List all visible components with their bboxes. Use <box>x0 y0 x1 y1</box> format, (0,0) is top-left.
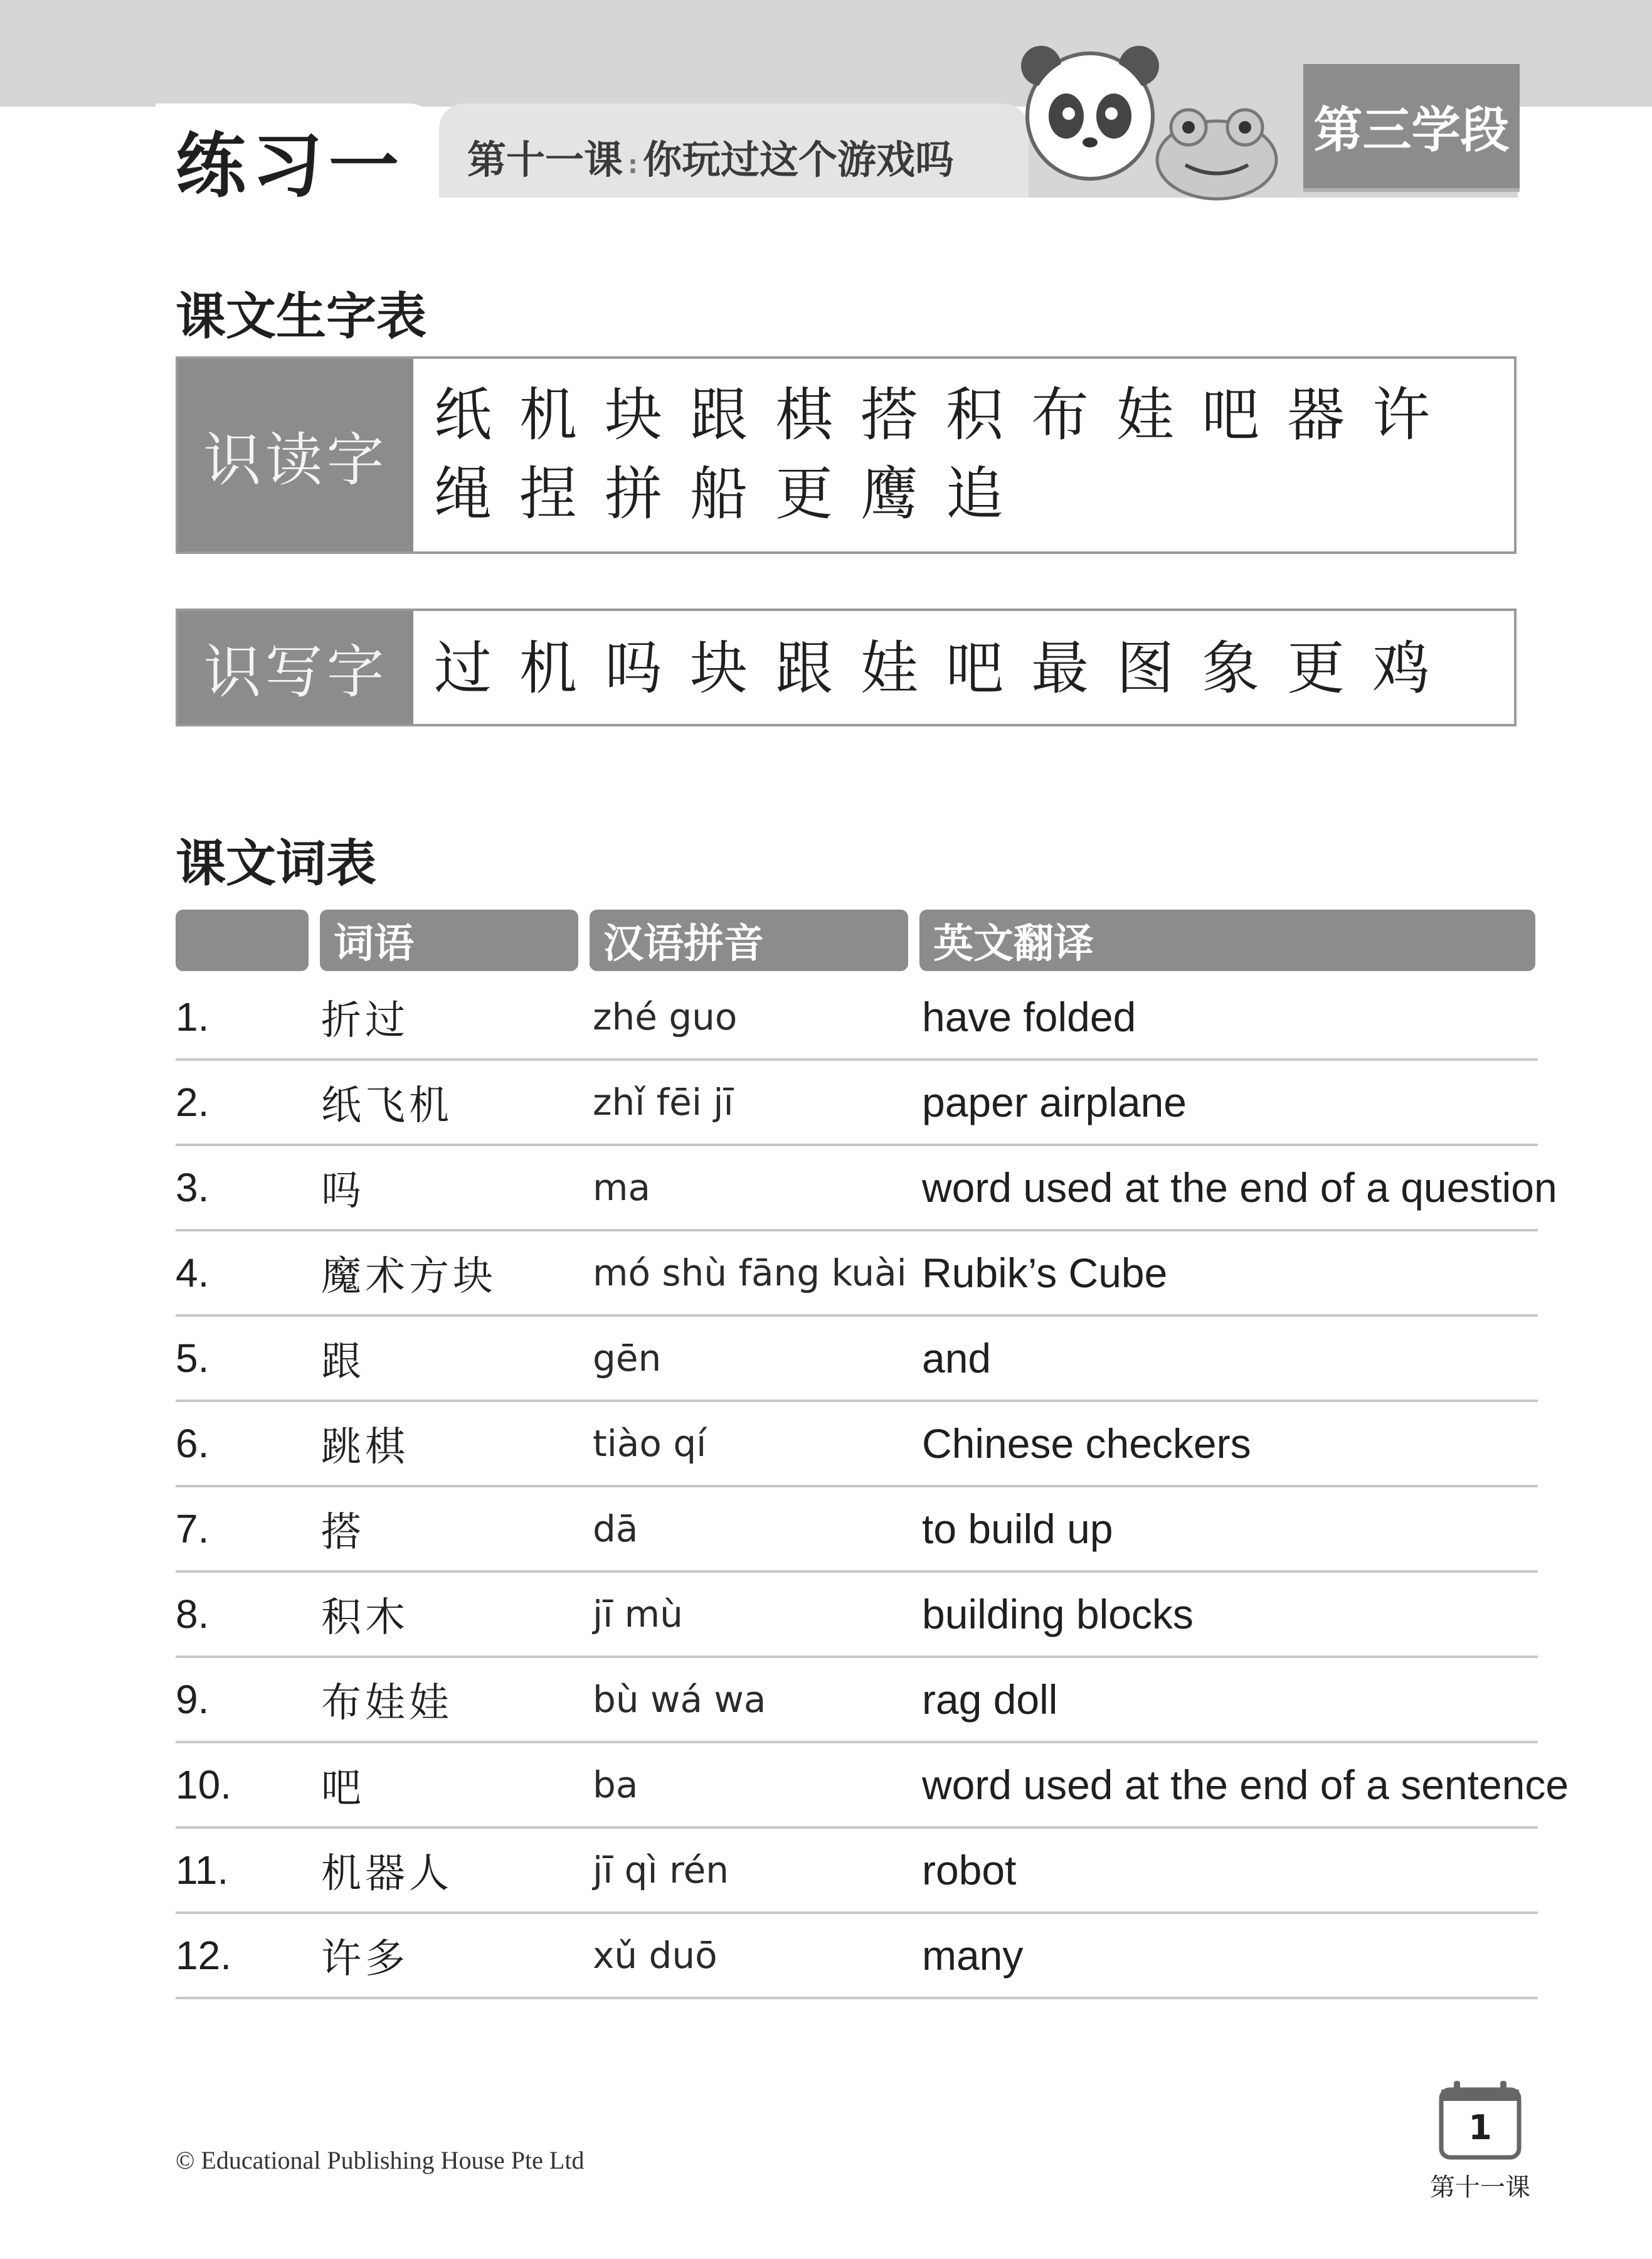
row-word: 跟 <box>321 1339 365 1385</box>
writing-chars-box <box>176 609 1517 726</box>
footer-lesson-label: 第十一课 <box>1430 2173 1530 2202</box>
row-word: 纸飞机 <box>321 1083 453 1129</box>
row-number: 1. <box>176 994 209 1039</box>
row-pinyin: jī qì rén <box>593 1849 729 1891</box>
row-number: 2. <box>176 1080 209 1125</box>
lesson-prefix: 第十一课 <box>467 137 623 183</box>
row-pinyin: mó shù fāng kuài <box>593 1252 907 1294</box>
row-pinyin: zhé guo <box>593 996 738 1038</box>
row-word: 魔术方块 <box>321 1253 497 1300</box>
row-english: word used at the end of a question <box>922 1164 1557 1211</box>
row-number: 3. <box>176 1165 209 1210</box>
row-english: have folded <box>922 994 1136 1040</box>
row-word: 机器人 <box>321 1851 453 1897</box>
row-english: robot <box>922 1847 1017 1893</box>
row-english: Chinese checkers <box>922 1420 1251 1467</box>
row-pinyin: xǔ duō <box>593 1934 717 1977</box>
row-number: 12. <box>176 1933 231 1978</box>
row-word: 吗 <box>321 1168 365 1215</box>
row-word: 许多 <box>321 1936 409 1982</box>
row-word: 搭 <box>321 1509 365 1556</box>
col-header-number <box>176 910 309 971</box>
row-number: 5. <box>176 1336 209 1381</box>
row-pinyin: dā <box>593 1507 638 1550</box>
row-number: 7. <box>176 1506 209 1551</box>
table-row <box>176 1146 1557 1231</box>
table-row <box>176 1061 1538 1146</box>
col-header-pinyin: 汉语拼音 <box>590 910 908 971</box>
row-word: 跳棋 <box>321 1424 409 1470</box>
copyright-notice: © Educational Publishing House Pte Ltd <box>176 2146 585 2174</box>
row-word: 布娃娃 <box>321 1680 453 1726</box>
row-english: to build up <box>922 1506 1113 1552</box>
row-pinyin: ma <box>593 1166 651 1209</box>
row-pinyin: jī mù <box>593 1593 683 1635</box>
reading-chars-line1: 纸机块跟棋搭积布娃吧器许 <box>434 381 1458 449</box>
row-word: 折过 <box>321 997 409 1044</box>
table-row <box>176 1573 1538 1658</box>
row-english: Rubik’s Cube <box>922 1250 1168 1296</box>
table-row <box>176 975 1538 1061</box>
reading-chars-box <box>176 356 1517 554</box>
reading-chars-label: 识读字 <box>178 359 413 551</box>
row-english: many <box>922 1932 1024 1979</box>
reading-chars-line2: 绳捏拼船更鹰追 <box>434 460 1032 528</box>
row-number: 4. <box>176 1250 209 1295</box>
row-english: and <box>922 1335 992 1381</box>
row-number: 8. <box>176 1592 209 1637</box>
row-number: 6. <box>176 1421 209 1466</box>
col-header-english: 英文翻译 <box>919 910 1535 971</box>
row-english: paper airplane <box>922 1079 1187 1125</box>
table-row <box>176 1231 1538 1317</box>
row-english: building blocks <box>922 1591 1194 1637</box>
vocab-section-title: 课文词表 <box>176 834 376 893</box>
row-pinyin: ba <box>593 1763 638 1806</box>
row-number: 10. <box>176 1762 231 1807</box>
panda-icon <box>1021 46 1159 179</box>
table-row <box>176 1658 1538 1743</box>
page-number: 1 <box>1468 2108 1492 2147</box>
row-pinyin: gēn <box>593 1337 662 1379</box>
lesson-separator: : <box>628 151 638 179</box>
row-word: 积木 <box>321 1595 409 1641</box>
frog-icon <box>1157 110 1276 199</box>
writing-chars-label: 识写字 <box>178 611 413 724</box>
row-number: 9. <box>176 1677 209 1722</box>
table-row <box>176 1914 1538 1999</box>
row-pinyin: bù wá wa <box>593 1678 766 1721</box>
char-section-title: 课文生字表 <box>176 287 426 346</box>
table-row <box>176 1743 1569 1829</box>
table-row <box>176 1829 1538 1914</box>
row-pinyin: zhǐ fēi jī <box>593 1081 734 1124</box>
lesson-name: 你玩过这个游戏吗 <box>643 137 955 183</box>
lesson-label <box>467 129 954 184</box>
row-pinyin: tiào qí <box>593 1422 707 1465</box>
vocab-table <box>176 975 1569 1999</box>
exercise-title: 练习一 <box>176 125 405 207</box>
col-header-word: 词语 <box>320 910 578 971</box>
row-english: rag doll <box>922 1676 1058 1723</box>
mascots <box>1016 35 1286 204</box>
writing-chars-line1: 过机吗块跟娃吧最图象更鸡 <box>434 635 1458 702</box>
table-row <box>176 1402 1538 1487</box>
row-english: word used at the end of a sentence <box>922 1762 1569 1808</box>
row-word: 吧 <box>321 1765 365 1812</box>
table-row <box>176 1317 1538 1402</box>
row-number: 11. <box>176 1847 229 1893</box>
table-row <box>176 1487 1538 1573</box>
stage-badge: 第三学段 <box>1303 64 1520 188</box>
